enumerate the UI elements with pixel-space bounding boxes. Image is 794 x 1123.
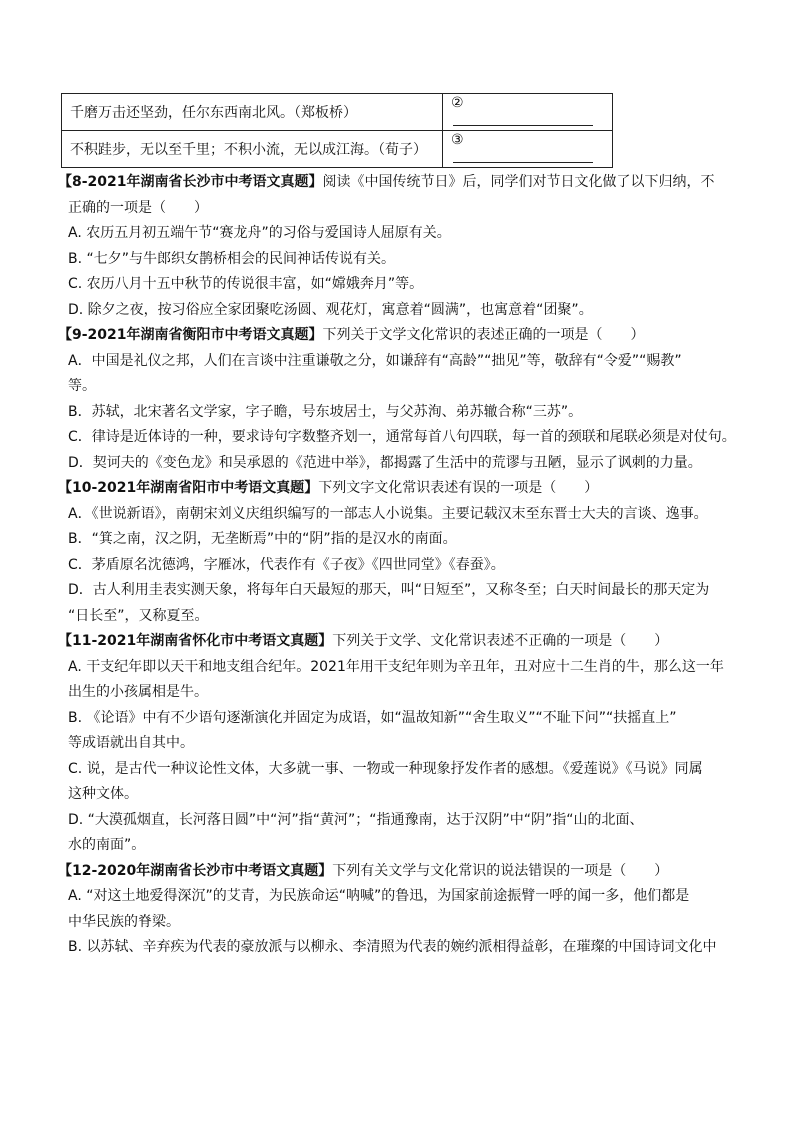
option-d: D．契诃夫的《变色龙》和吴承恩的《范进中举》，都揭露了生活中的荒谬与丑陋，显示了讽刺的力量。: [68, 454, 702, 471]
option-b-cont: 等成语就出自其中。: [68, 735, 194, 751]
option-a-cont: 中华民族的脊梁。: [68, 913, 180, 930]
table-row: [62, 94, 613, 131]
answer-cell: [443, 131, 613, 168]
question-8: [58, 170, 733, 323]
option-a: A. “对这土地爱得深沉”的艾青，为民族命运“呐喊”的鲁迅，为国家前途振臂一呼的闻一多，他们都是: [68, 888, 690, 904]
option-b: B. “七夕”与牛郎织女鹊桥相会的民间神话传说有关。: [68, 250, 396, 267]
option-a-cont: 出生的小孩属相是牛。: [68, 684, 208, 700]
question-source-tag: 【9-2021年湖南省衡阳市中考语文真题】: [58, 327, 323, 343]
question-11: [58, 629, 733, 859]
question-source-tag: 【12-2020年湖南省长沙市中考语文真题】: [58, 862, 333, 879]
table-row: [62, 131, 613, 168]
option-d: D．古人利用圭表实测天象，将每年白天最短的那天，叫“日短至”，又称冬至；白天时间最长的那天定为: [68, 582, 710, 598]
question-stem: 【10-2021年湖南省阳市中考语文真题】下列文字文化常识表述有误的一项是（ ）: [58, 480, 599, 496]
option-d: D. 除夕之夜，按习俗应全家团聚吃汤圆、观花灯，寓意着“圆满”，也寓意着“团聚”。: [68, 301, 593, 318]
question-source-tag: 【8-2021年湖南省长沙市中考语文真题】: [58, 174, 323, 190]
option-d-cont: 水的南面”。: [68, 837, 146, 853]
question-source-tag: 【11-2021年湖南省怀化市中考语文真题】: [58, 633, 333, 649]
answer-mark: ②: [451, 94, 464, 111]
option-a: A．《世说新语》，南朝宋刘义庆组织编写的一部志人小说集。主要记载汉末至东晋士大夫的言谈、逸事。: [68, 505, 708, 522]
option-b: B．“箕之南，汉之阴，无垄断焉”中的“阴”指的是汉水的南面。: [68, 531, 457, 547]
option-c: C. 说，是古代一种议论性文体，大多就一事、一物或一种现象抒发作者的感想。《爱莲说》《马说》同属: [68, 760, 703, 777]
question-12: [58, 859, 733, 961]
option-a: A．中国是礼仪之邦，人们在言谈中注重谦敬之分，如谦辞有“高龄”“拙见”等，敬辞有“令爱”“赐教”: [68, 352, 682, 369]
question-stem: 【11-2021年湖南省怀化市中考语文真题】下列关于文学、文化常识表述不正确的一项是（ ）: [58, 633, 669, 649]
question-stem: 【9-2021年湖南省衡阳市中考语文真题】下列关于文学文化常识的表述正确的一项是（ ）: [58, 327, 645, 343]
option-a: A. 干支纪年即以天干和地支组合纪年。2021年用干支纪年则为辛丑年，丑对应十二生肖的牛，那么这一年: [68, 658, 724, 675]
question-10: [58, 476, 733, 629]
question-source-tag: 【10-2021年湖南省阳市中考语文真题】: [58, 480, 319, 496]
answer-blank[interactable]: [453, 111, 593, 126]
option-c-cont: 这种文体。: [68, 786, 138, 802]
question-list: [58, 170, 736, 961]
option-b: B．苏轼，北宋著名文学家，字子瞻，号东坡居士，与父苏洵、弟苏辙合称“三苏”。: [68, 403, 583, 420]
answer-mark: ③: [451, 131, 464, 148]
option-b: B. 以苏轼、辛弃疾为代表的豪放派与以柳永、李清照为代表的婉约派相得益彰，在璀璨的中国诗词文化中: [68, 939, 717, 955]
option-c: C．茅盾原名沈德鸿，字雁冰，代表作有《子夜》《四世同堂》《春蚕》。: [68, 556, 505, 573]
option-a: A. 农历五月初五端午节“赛龙舟”的习俗与爱国诗人屈原有关。: [68, 225, 451, 241]
quote-text: 千磨万击还坚劲，任尔东西南北风。（郑板桥）: [62, 94, 443, 131]
question-stem: 【12-2020年湖南省长沙市中考语文真题】下列有关文学与文化常识的说法错误的一项是（ ）: [58, 862, 669, 879]
option-d-cont: “日长至”，又称夏至。: [68, 607, 209, 624]
answer-cell: [443, 94, 613, 131]
option-b: B. 《论语》中有不少语句逐渐演化并固定为成语，如“温故知新”“舍生取义”“不耻下问”“扶摇直上”: [68, 709, 677, 726]
quote-text: 不积跬步，无以至千里；不积小流，无以成江海。（荀子）: [62, 131, 443, 168]
question-stem: 【8-2021年湖南省长沙市中考语文真题】阅读《中国传统节日》后，同学们对节日文化做了以下归纳，不: [58, 174, 715, 190]
option-c: C. 农历八月十五中秋节的传说很丰富，如“嫦娥奔月”等。: [68, 276, 424, 292]
option-a-cont: 等。: [68, 378, 96, 394]
option-c: C．律诗是近体诗的一种，要求诗句字数整齐划一，通常每首八句四联，每一首的颈联和尾联必须是对仗句。: [68, 429, 736, 445]
option-d: D. “大漠孤烟直，长河落日圆”中“河”指“黄河”；“指通豫南，达于汉阴”中“阴”指“山的北面、: [68, 811, 644, 828]
question-9: [58, 323, 736, 476]
question-stem-cont: 正确的一项是（ ）: [68, 199, 208, 216]
quote-table: [61, 93, 613, 168]
answer-blank[interactable]: [453, 148, 593, 163]
